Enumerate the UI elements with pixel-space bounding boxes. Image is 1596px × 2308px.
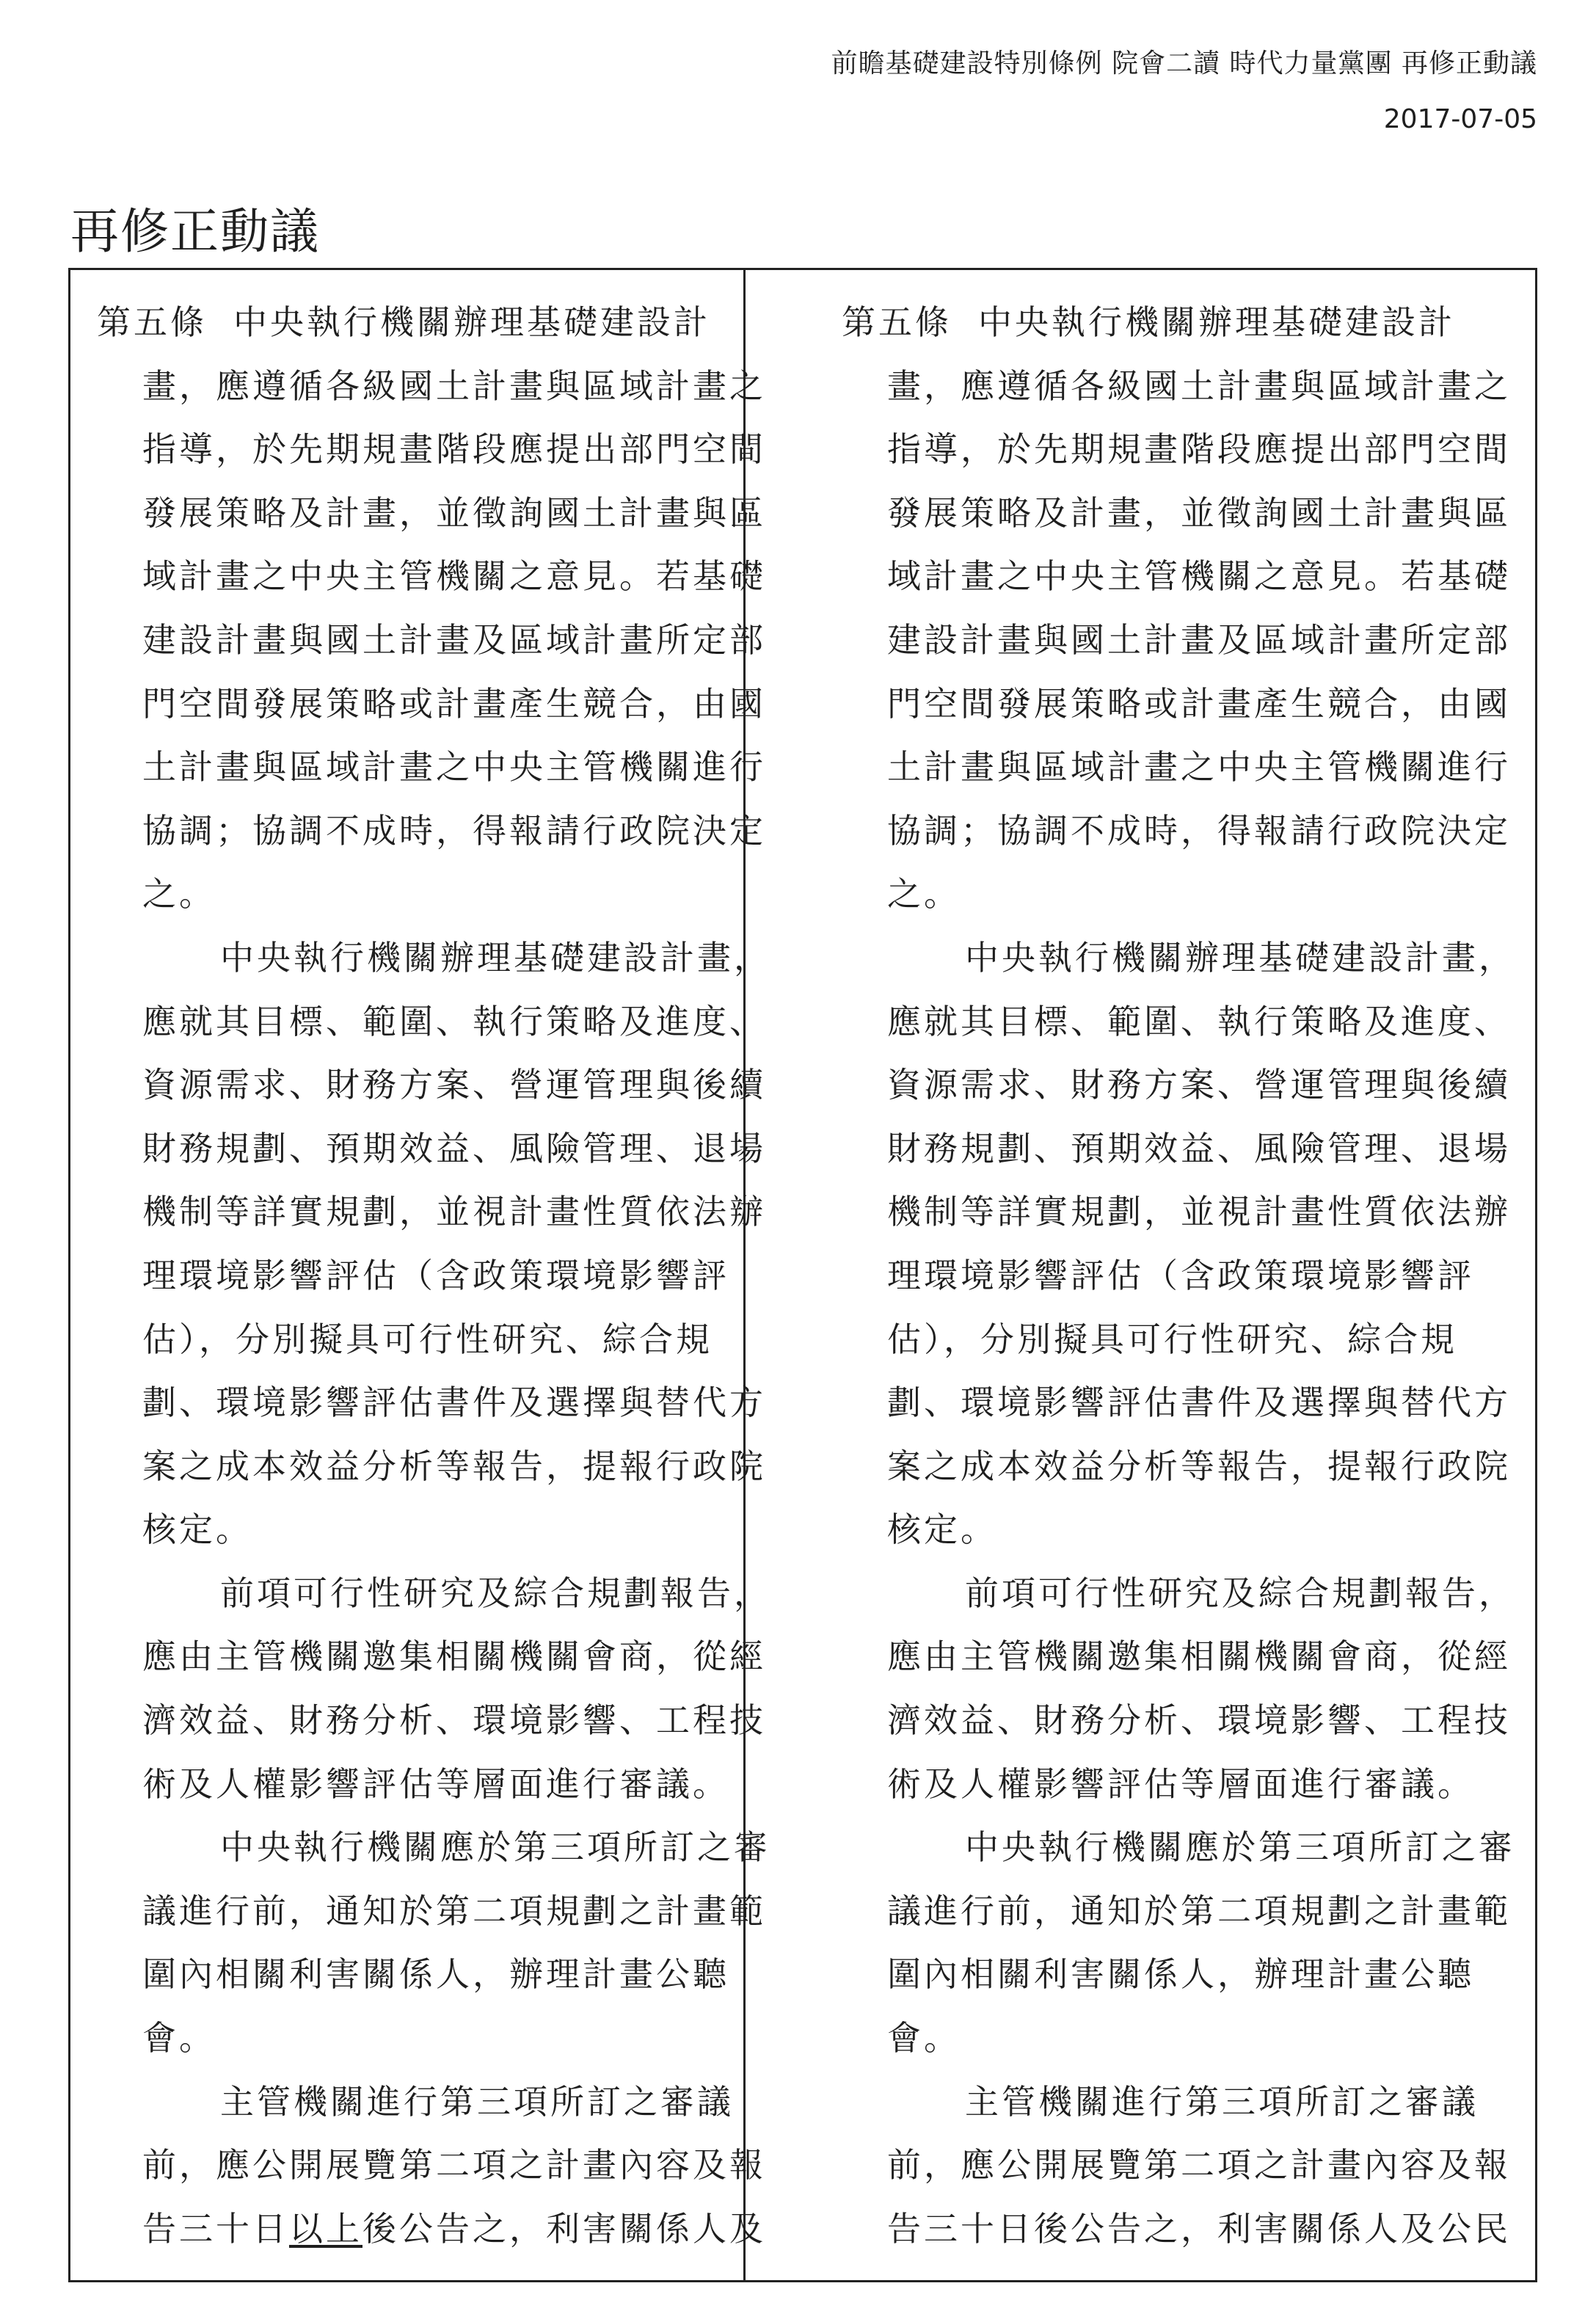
right-column (842, 291, 1524, 2260)
article-label: 第五條 (97, 302, 207, 342)
article-heading-line (97, 291, 779, 354)
text-line: 財務規劃、預期效益、風險管理、退場 (142, 1128, 766, 1168)
text-line: 圍內相關利害關係人，辦理計畫公聽 (142, 1954, 729, 1995)
text-line: 案之成本效益分析等報告，提報行政院 (142, 1446, 766, 1486)
text-line: 估），分別擬具可行性研究、綜合規 (887, 1319, 1457, 1359)
text-line: 理環境影響評估（含政策環境影響評 (887, 1255, 1474, 1295)
paragraph-first-line: 前項可行性研究及綜合規劃報告， (220, 1573, 770, 1613)
text-line: 前，應公開展覽第二項之計畫內容及報 (142, 2145, 766, 2185)
text-line: 資源需求、財務方案、營運管理與後續 (142, 1065, 766, 1105)
paragraph-first-line: 中央執行機關辦理基礎建設計畫， (965, 937, 1515, 978)
left-column (97, 291, 779, 2260)
text-line: 理環境影響評估（含政策環境影響評 (142, 1255, 729, 1295)
paragraph-first-line: 主管機關進行第三項所訂之審議 (220, 2081, 734, 2122)
text-line: 劃、環境影響評估書件及選擇與替代方 (887, 1383, 1511, 1423)
text-line: 協調；協調不成時，得報請行政院決定 (887, 810, 1511, 851)
text-line: 之。 (142, 874, 216, 914)
text-line: 機制等詳實規劃，並視計畫性質依法辦 (887, 1192, 1511, 1232)
article-label: 第五條 (842, 302, 952, 342)
text-line: 門空間發展策略或計畫產生競合，由國 (887, 683, 1511, 724)
text-line: 估），分別擬具可行性研究、綜合規 (142, 1319, 713, 1359)
paragraph-first-line: 中央執行機關辦理基礎建設計畫， (220, 937, 770, 978)
header-date: 2017-07-05 (1383, 104, 1537, 134)
text-line: 機制等詳實規劃，並視計畫性質依法辦 (142, 1192, 766, 1232)
text-line: 中央執行機關辦理基礎建設計 (233, 302, 710, 342)
text-line: 資源需求、財務方案、營運管理與後續 (887, 1065, 1511, 1105)
text-line: 建設計畫與國土計畫及區域計畫所定部 (887, 619, 1511, 660)
text-line: 域計畫之中央主管機關之意見。若基礎 (887, 556, 1511, 597)
text-line: 核定。 (142, 1510, 252, 1550)
text-line: 門空間發展策略或計畫產生競合，由國 (142, 683, 766, 724)
text-line: 畫，應遵循各級國土計畫與區域計畫之 (887, 365, 1511, 406)
text-line-amended (97, 2197, 779, 2261)
document-title: 再修正動議 (70, 203, 320, 260)
text-line: 指導，於先期規畫階段應提出部門空間 (887, 429, 1511, 470)
text-line: 濟效益、財務分析、環境影響、工程技 (887, 1700, 1511, 1741)
underlined-amendment: 以上 (289, 2208, 362, 2249)
article-heading-line (842, 291, 1524, 354)
text-line: 協調；協調不成時，得報請行政院決定 (142, 810, 766, 851)
text-line: 劃、環境影響評估書件及選擇與替代方 (142, 1383, 766, 1423)
text-line: 術及人權影響評估等層面進行審議。 (142, 1763, 729, 1804)
text-line: 指導，於先期規畫階段應提出部門空間 (142, 429, 766, 470)
text-line: 應就其目標、範圍、執行策略及進度、 (142, 1001, 766, 1041)
text-line: 會。 (142, 2018, 216, 2058)
text-line: 中央執行機關辦理基礎建設計 (978, 302, 1455, 342)
text-segment: 後公告之，利害關係人及 (362, 2208, 766, 2249)
paragraph-first-line: 前項可行性研究及綜合規劃報告， (965, 1573, 1515, 1613)
text-line: 會。 (887, 2018, 961, 2058)
paragraph-first-line: 主管機關進行第三項所訂之審議 (965, 2081, 1479, 2122)
text-line: 告三十日後公告之，利害關係人及公民 (887, 2208, 1511, 2249)
text-line: 財務規劃、預期效益、風險管理、退場 (887, 1128, 1511, 1168)
text-line: 案之成本效益分析等報告，提報行政院 (887, 1446, 1511, 1486)
text-line: 域計畫之中央主管機關之意見。若基礎 (142, 556, 766, 597)
text-line: 建設計畫與國土計畫及區域計畫所定部 (142, 619, 766, 660)
text-line: 術及人權影響評估等層面進行審議。 (887, 1763, 1474, 1804)
text-line: 濟效益、財務分析、環境影響、工程技 (142, 1700, 766, 1741)
paragraph-first-line: 中央執行機關應於第三項所訂之審 (965, 1827, 1515, 1868)
text-line: 應由主管機關邀集相關機關會商，從經 (142, 1637, 766, 1677)
text-line: 畫，應遵循各級國土計畫與區域計畫之 (142, 365, 766, 406)
text-line: 應就其目標、範圍、執行策略及進度、 (887, 1001, 1511, 1041)
text-line: 議進行前，通知於第二項規劃之計畫範 (142, 1890, 766, 1931)
text-line: 發展策略及計畫，並徵詢國土計畫與區 (887, 492, 1511, 533)
text-line: 土計畫與區域計畫之中央主管機關進行 (142, 747, 766, 787)
text-line: 土計畫與區域計畫之中央主管機關進行 (887, 747, 1511, 787)
text-line: 圍內相關利害關係人，辦理計畫公聽 (887, 1954, 1474, 1995)
text-line: 議進行前，通知於第二項規劃之計畫範 (887, 1890, 1511, 1931)
text-segment: 告三十日 (142, 2208, 289, 2249)
text-line: 前，應公開展覽第二項之計畫內容及報 (887, 2145, 1511, 2185)
text-line: 核定。 (887, 1510, 997, 1550)
header-title: 前瞻基礎建設特別條例 院會二讀 時代力量黨團 再修正動議 (831, 48, 1537, 79)
paragraph-first-line: 中央執行機關應於第三項所訂之審 (220, 1827, 770, 1868)
text-line: 發展策略及計畫，並徵詢國土計畫與區 (142, 492, 766, 533)
text-line: 應由主管機關邀集相關機關會商，從經 (887, 1637, 1511, 1677)
text-line: 之。 (887, 874, 961, 914)
